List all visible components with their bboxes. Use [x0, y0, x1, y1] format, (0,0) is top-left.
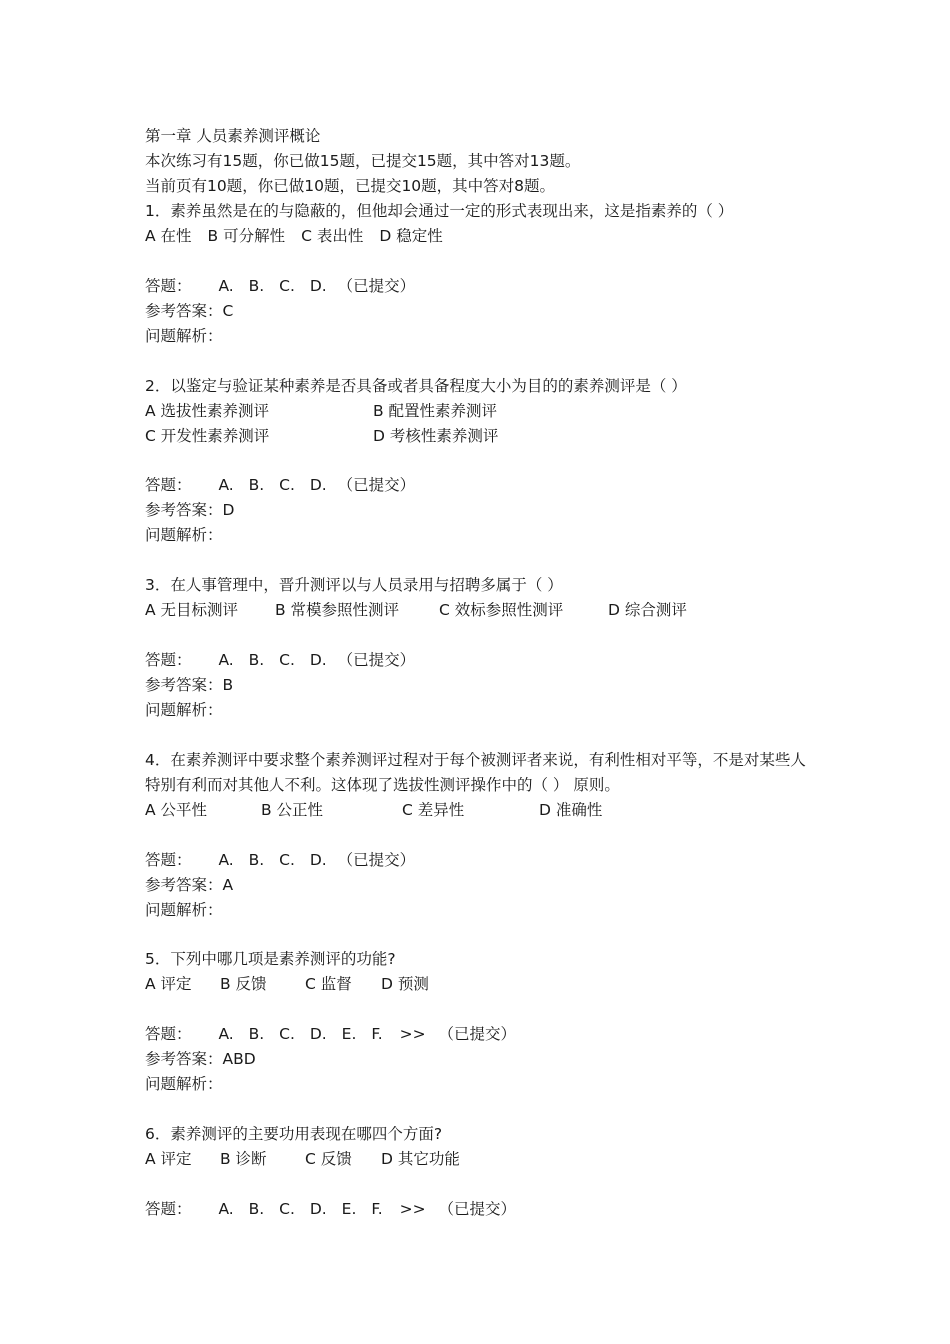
option-a: A 评定: [145, 975, 192, 994]
choice-a-link[interactable]: A.: [218, 850, 234, 869]
reference-answer-row: [145, 873, 825, 898]
choice-c-link[interactable]: C.: [279, 650, 295, 669]
option-d: D 预测: [381, 975, 429, 994]
option-d: D 其它功能: [381, 1149, 460, 1168]
question-5: [145, 947, 825, 1122]
analysis-label: 问题解析：: [145, 700, 223, 719]
question-options: [145, 598, 825, 623]
more-choices-link[interactable]: >>: [399, 1199, 426, 1218]
answer-row: [145, 648, 825, 673]
question-options: [145, 424, 825, 449]
reference-answer: A: [222, 875, 234, 894]
analysis-label: 问题解析：: [145, 900, 223, 919]
question-1: [145, 199, 825, 374]
choice-d-link[interactable]: D.: [309, 650, 327, 669]
option-b: B 反馈: [220, 975, 267, 994]
answer-label: 答题：: [145, 650, 192, 669]
choice-a-link[interactable]: A.: [218, 476, 234, 495]
option-b: B 公正性: [261, 800, 324, 819]
choice-e-link[interactable]: E.: [341, 1199, 357, 1218]
option-b: B 诊断: [220, 1149, 267, 1168]
answer-label: 答题：: [145, 1025, 192, 1044]
choice-b-link[interactable]: B.: [248, 1025, 265, 1044]
choice-a-link[interactable]: A.: [218, 276, 234, 295]
option-c: C 差异性: [402, 800, 465, 819]
reference-answer-row: [145, 498, 825, 523]
choice-d-link[interactable]: D.: [309, 1199, 327, 1218]
reference-label: 参考答案：: [145, 875, 223, 894]
question-stem: 3．在人事管理中，晋升测评以与人员录用与招聘多属于（ ）: [145, 576, 563, 595]
reference-answer-row: [145, 299, 825, 324]
question-stem: 1．素养虽然是在的与隐蔽的，但他却会通过一定的形式表现出来，这是指素养的（ ）: [145, 202, 734, 220]
summary-total: 本次练习有15题，你已做15题，已提交15题，其中答对13题。: [145, 152, 581, 170]
analysis-label: 问题解析：: [145, 1075, 223, 1094]
submitted-status: （已提交）: [438, 1025, 517, 1044]
option-a: A 选拔性素养测评: [145, 401, 270, 420]
more-choices-link[interactable]: >>: [399, 1025, 426, 1044]
option-c: C 反馈: [305, 1149, 352, 1168]
answer-row: [145, 1197, 825, 1222]
question-options: [145, 1147, 825, 1172]
question-2: [145, 374, 825, 574]
reference-label: 参考答案：: [145, 1050, 223, 1069]
option-c: C 效标参照性测评: [439, 601, 564, 620]
question-stem: 4．在素养测评中要求整个素养测评过程对于每个被测评者来说，有利性相对平等，不是对某些人特别有利而对其他人不利。这体现了选拔性测评操作中的（ ） 原则。: [145, 750, 806, 794]
option-d: D 准确性: [539, 800, 603, 819]
choice-c-link[interactable]: C.: [279, 1025, 295, 1044]
question-4: [145, 748, 825, 948]
choice-c-link[interactable]: C.: [279, 276, 295, 295]
question-stem: 2．以鉴定与验证某种素养是否具备或者具备程度大小为目的的素养测评是（ ）: [145, 376, 687, 395]
option-d: D 综合测评: [608, 601, 687, 620]
analysis-label: 问题解析：: [145, 326, 223, 345]
option-d: D 考核性素养测评: [373, 426, 499, 445]
choice-d-link[interactable]: D.: [309, 476, 327, 495]
reference-answer: B: [222, 675, 234, 694]
option-a: A 无目标测评: [145, 601, 239, 620]
submitted-status: （已提交）: [337, 650, 416, 669]
option-b: B 常模参照性测评: [275, 601, 400, 620]
option-c: C 监督: [305, 975, 352, 994]
answer-row: [145, 274, 825, 299]
answer-label: 答题：: [145, 850, 192, 869]
choice-a-link[interactable]: A.: [218, 1199, 234, 1218]
summary-page: 当前页有10题，你已做10题，已提交10题，其中答对8题。: [145, 177, 556, 195]
choice-d-link[interactable]: D.: [309, 850, 327, 869]
submitted-status: （已提交）: [337, 276, 416, 295]
submitted-status: （已提交）: [337, 850, 416, 869]
question-options: [145, 972, 825, 997]
choice-a-link[interactable]: A.: [218, 1025, 234, 1044]
answer-row: [145, 848, 825, 873]
reference-label: 参考答案：: [145, 675, 223, 694]
document-content: [145, 124, 825, 1222]
choice-c-link[interactable]: C.: [279, 476, 295, 495]
question-stem: 6．素养测评的主要功用表现在哪四个方面?: [145, 1124, 443, 1143]
submitted-status: （已提交）: [438, 1199, 517, 1218]
option-a: A 公平性: [145, 800, 208, 819]
choice-f-link[interactable]: F.: [371, 1025, 383, 1044]
choice-b-link[interactable]: B.: [248, 850, 265, 869]
choice-c-link[interactable]: C.: [279, 1199, 295, 1218]
choice-b-link[interactable]: B.: [248, 650, 265, 669]
submitted-status: （已提交）: [337, 476, 416, 495]
question-options: [145, 399, 825, 424]
option-c: C 开发性素养测评: [145, 426, 270, 445]
question-options: [145, 798, 825, 823]
answer-label: 答题：: [145, 276, 192, 295]
reference-label: 参考答案：: [145, 301, 223, 320]
chapter-title: 第一章 人员素养测评概论: [145, 127, 321, 145]
reference-label: 参考答案：: [145, 501, 223, 520]
choice-d-link[interactable]: D.: [309, 276, 327, 295]
choice-b-link[interactable]: B.: [248, 476, 265, 495]
answer-row: [145, 473, 825, 498]
answer-row: [145, 1022, 825, 1047]
choice-d-link[interactable]: D.: [309, 1025, 327, 1044]
choice-e-link[interactable]: E.: [341, 1025, 357, 1044]
option-b: B 可分解性: [207, 227, 286, 245]
analysis-label: 问题解析：: [145, 526, 223, 545]
option-a: A 在性: [145, 227, 192, 245]
reference-answer: ABD: [222, 1050, 256, 1069]
choice-f-link[interactable]: F.: [371, 1199, 383, 1218]
question-options: [145, 224, 825, 249]
reference-answer-row: [145, 673, 825, 698]
reference-answer: D: [222, 501, 235, 520]
option-a: A 评定: [145, 1149, 192, 1168]
choice-a-link[interactable]: A.: [218, 650, 234, 669]
choice-b-link[interactable]: B.: [248, 276, 265, 295]
answer-label: 答题：: [145, 476, 192, 495]
question-6: [145, 1122, 825, 1222]
choice-b-link[interactable]: B.: [248, 1199, 265, 1218]
reference-answer: C: [222, 301, 234, 320]
option-d: D 稳定性: [379, 227, 443, 245]
question-stem: 5．下列中哪几项是素养测评的功能?: [145, 950, 396, 969]
question-3: [145, 573, 825, 748]
option-c: C 表出性: [301, 227, 364, 245]
choice-c-link[interactable]: C.: [279, 850, 295, 869]
answer-label: 答题：: [145, 1199, 192, 1218]
reference-answer-row: [145, 1047, 825, 1072]
option-b: B 配置性素养测评: [373, 401, 498, 420]
